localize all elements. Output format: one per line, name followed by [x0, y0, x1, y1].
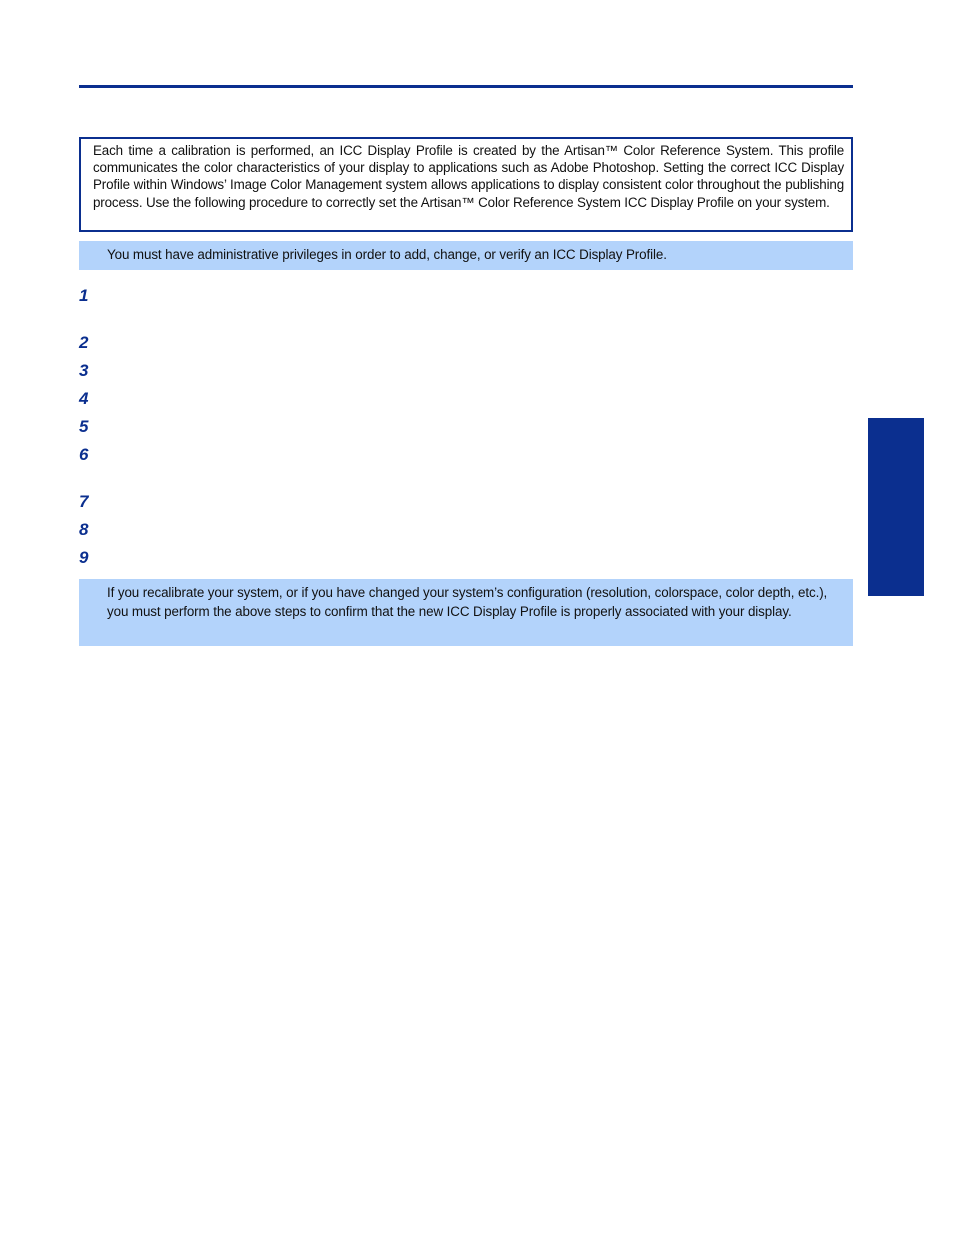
chapter-side-tab: [868, 418, 924, 596]
intro-text: Each time a calibration is performed, an ICC Display Profile is created by the Artisan™ Color Reference System. This profile communicates the color characteristics of your display to applications such as Adobe Photoshop. Setting the correct ICC Display Profile within Windows’ Image Color Management system allows applications to display consistent color throughout the publishing process. Use the following procedure to correctly set the Artisan™ Color Reference System ICC Display Profile on your system.: [93, 143, 844, 210]
note-text: You must have administrative privileges in order to add, change, or verify an ICC Display Profile.: [107, 247, 667, 262]
step-number-6: 6: [79, 445, 89, 464]
step-number-7: 7: [79, 492, 89, 511]
admin-privileges-note: [79, 241, 853, 270]
intro-paragraph-box: [79, 137, 853, 232]
step-number-8: 8: [79, 520, 89, 539]
header-rule: [79, 85, 853, 88]
step-number-4: 4: [79, 389, 89, 408]
note-text: If you recalibrate your system, or if you have changed your system’s configuration (resolution, colorspace, color depth, etc.), you must perform the above steps to confirm that the new ICC Display Profile is properly associated with your display.: [107, 585, 828, 619]
step-number-1: 1: [79, 286, 89, 305]
step-number-5: 5: [79, 417, 89, 436]
step-number-9: 9: [79, 548, 89, 567]
recalibration-note: [79, 579, 853, 646]
step-number-3: 3: [79, 361, 89, 380]
step-number-2: 2: [79, 333, 89, 352]
